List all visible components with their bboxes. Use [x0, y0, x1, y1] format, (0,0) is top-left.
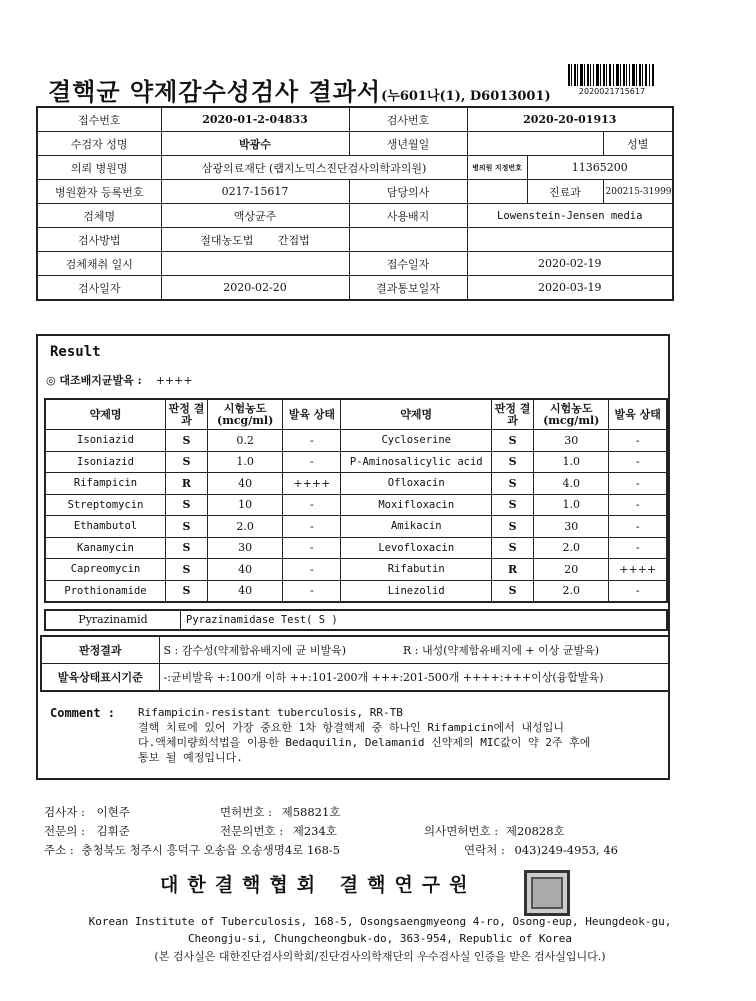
concentration: 1.0 [534, 451, 609, 473]
dob-label: 생년월일 [349, 132, 467, 156]
judgement: S [166, 494, 208, 516]
hospital-label: 의뢰 병원명 [37, 156, 161, 180]
concentration: 10 [207, 494, 282, 516]
doc-license-no: 제20828호 [505, 824, 565, 838]
patient-info-table [36, 106, 674, 301]
license-line [220, 804, 340, 820]
concentration: 0.2 [207, 430, 282, 452]
control-growth-value: ++++ [155, 374, 193, 387]
blank-cell [349, 228, 467, 252]
drug-name: Linezolid [341, 580, 492, 602]
pyrazinamide-row [44, 609, 668, 631]
test-no-label: 검사번호 [349, 107, 467, 132]
patient-reg: 0217-15617 [161, 180, 349, 204]
patient-name: 박광수 [161, 132, 349, 156]
drug-name: Isoniazid [45, 430, 166, 452]
tester-name: 이현주 [96, 805, 130, 819]
header-growth: 발육 상태 [283, 399, 341, 430]
receipt-no: 2020-01-2-04833 [161, 107, 349, 132]
header-growth: 발육 상태 [609, 399, 667, 430]
test-no: 2020-20-01913 [467, 107, 673, 132]
growth-status: - [609, 451, 667, 473]
specialist-line [44, 823, 130, 839]
judgement: S [492, 451, 534, 473]
header-drug: 약제명 [341, 399, 492, 430]
header-conc: 시험농도 (mcg/ml) [534, 399, 609, 430]
concentration: 40 [207, 559, 282, 581]
judgement: S [166, 430, 208, 452]
table-row [45, 580, 667, 602]
specialist-name: 김휘준 [96, 824, 130, 838]
header-judge: 판정 결과 [492, 399, 534, 430]
comment-line: 다.액체미량희석법을 이용한 Bedaquilin, Delamanid 신약제의 MIC값이 약 2주 후에 [138, 736, 591, 749]
table-row [45, 494, 667, 516]
legend-judge-r: R : 내성(약제함유배지에 + 이상 균발육) [399, 636, 669, 664]
sex-label [603, 132, 673, 156]
drug-name: Amikacin [341, 516, 492, 538]
growth-status: - [609, 537, 667, 559]
dept-label: 진료과 [527, 180, 603, 204]
address-line [44, 842, 340, 858]
concentration: 2.0 [534, 580, 609, 602]
medium-value: Lowenstein-Jensen media [467, 204, 673, 228]
specimen-value: 액상균주 [161, 204, 349, 228]
concentration: 4.0 [534, 473, 609, 495]
legend-table [40, 635, 670, 692]
dob-value [467, 132, 603, 156]
growth-status: ++++ [609, 559, 667, 581]
drug-rows [45, 430, 667, 603]
contact-line [464, 842, 618, 858]
table-row [45, 559, 667, 581]
drug-name: Prothionamide [45, 580, 166, 602]
concentration: 30 [207, 537, 282, 559]
hospital-code: 11365200 [527, 156, 673, 180]
judgement: S [166, 516, 208, 538]
judgement: S [166, 580, 208, 602]
license-no: 제58821호 [281, 805, 341, 819]
growth-status: - [283, 537, 341, 559]
drug-name: Cycloserine [341, 430, 492, 452]
concentration: 30 [534, 430, 609, 452]
comment-line: 결핵 치료에 있어 가장 중요한 1차 항결핵제 중 하나인 Rifampicin에서 내성입니 [138, 721, 564, 734]
tester-line [44, 804, 130, 820]
hospital-code-label: 병의원 지정번호 [467, 156, 527, 180]
contact-value: 043)249-4953, 46 [514, 843, 618, 857]
method-label: 검사방법 [37, 228, 161, 252]
drug-name: Capreomycin [45, 559, 166, 581]
judgement: S [492, 537, 534, 559]
doc-license-line [424, 823, 565, 839]
address-value: 충청북도 청주시 흥덕구 오송읍 오송생명4로 168-5 [81, 843, 341, 857]
receipt-no-label: 접수번호 [37, 107, 161, 132]
judgement: S [492, 430, 534, 452]
drug-name: Levofloxacin [341, 537, 492, 559]
doctor-label: 담당의사 [349, 180, 467, 204]
header-conc: 시험농도 (mcg/ml) [207, 399, 282, 430]
medium-label: 사용배지 [349, 204, 467, 228]
header-drug: 약제명 [45, 399, 166, 430]
dept-value: 200215-31999 [603, 180, 673, 204]
legend-growth-text: -:균비발육 +:100개 이하 ++:101-200개 +++:201-500개 ++++:+++이상(융합발육) [159, 664, 669, 692]
drug-name: Rifabutin [341, 559, 492, 581]
comment-label: Comment : [50, 706, 116, 720]
org-en-line-2: Cheongju-si, Chungcheongbuk-do, 363-954, Republic of Korea [187, 932, 573, 945]
header-judge: 판정 결과 [166, 399, 208, 430]
judgement: R [492, 559, 534, 581]
patient-reg-label: 병원환자 등록번호 [37, 180, 161, 204]
concentration: 20 [534, 559, 609, 581]
table-row [45, 516, 667, 538]
control-growth-label: ◎ 대조배지균발육 : [46, 374, 142, 387]
judgement: S [492, 473, 534, 495]
judgement: S [166, 451, 208, 473]
receive-date: 2020-02-19 [467, 252, 673, 276]
pza-value: Pyrazinamidase Test( S ) [186, 614, 338, 626]
doctor-value [467, 180, 527, 204]
table-row [45, 430, 667, 452]
official-seal [524, 870, 570, 916]
comment-line: Rifampicin-resistant tuberculosis, RR-TB [138, 706, 403, 719]
specimen-label: 검체명 [37, 204, 161, 228]
drug-name: Isoniazid [45, 451, 166, 473]
growth-status: - [283, 580, 341, 602]
comment-text [138, 705, 663, 765]
barcode [568, 64, 656, 86]
judgement: S [492, 580, 534, 602]
drug-name: Streptomycin [45, 494, 166, 516]
tester-label: 검사자 : [44, 805, 85, 819]
org-en-line-1: Korean Institute of Tuberculosis, 168-5, Osongsaengmyeong 4-ro, Osong-eup, Heungdeok-gu, [88, 915, 672, 928]
seal-inner [531, 877, 563, 909]
title-text: 결핵균 약제감수성검사 결과서 [48, 77, 382, 106]
growth-status: - [283, 559, 341, 581]
concentration: 30 [534, 516, 609, 538]
legend-judge-label: 판정결과 [41, 636, 159, 664]
patient-label: 수검자 성명 [37, 132, 161, 156]
growth-status: - [609, 580, 667, 602]
growth-status: - [283, 494, 341, 516]
growth-status: - [283, 430, 341, 452]
method-1: 절대농도법 [200, 233, 254, 247]
pza-label: Pyrazinamid [46, 611, 181, 629]
concentration: 2.0 [207, 516, 282, 538]
contact-label: 연락처 : [464, 843, 505, 857]
concentration: 2.0 [534, 537, 609, 559]
drug-name: Ofloxacin [341, 473, 492, 495]
drug-name: Kanamycin [45, 537, 166, 559]
barcode-number: 2020021715617 [578, 87, 646, 96]
legend-judge-s: S : 감수성(약제함유배지에 균 비발육) [159, 636, 399, 664]
certification-note: (본 검사실은 대한진단검사의학회/진단검사의학재단의 우수검사실 인증을 받은 검사실입니다.) [154, 950, 606, 963]
address-label: 주소 : [44, 843, 74, 857]
report-date-label: 결과통보일자 [349, 276, 467, 301]
drug-name: Moxifloxacin [341, 494, 492, 516]
result-title: Result [50, 344, 101, 360]
legend-growth-label: 발육상태표시기준 [41, 664, 159, 692]
license-label: 면허번호 : [220, 805, 272, 819]
table-row [45, 473, 667, 495]
growth-status: ++++ [283, 473, 341, 495]
control-growth [46, 372, 193, 388]
collect-label: 검체채취 일시 [37, 252, 161, 276]
drug-name: P-Aminosalicylic acid [341, 451, 492, 473]
spec-license-no: 제234호 [292, 824, 337, 838]
judgement: R [166, 473, 208, 495]
concentration: 40 [207, 580, 282, 602]
growth-status: - [609, 494, 667, 516]
growth-status: - [283, 516, 341, 538]
sex-label-text: 성별 [627, 137, 649, 151]
growth-status: - [609, 516, 667, 538]
table-row [45, 537, 667, 559]
comment-line: 통보 될 예정입니다. [138, 751, 243, 764]
concentration: 1.0 [534, 494, 609, 516]
doc-license-label: 의사면허번호 : [424, 824, 499, 838]
test-date: 2020-02-20 [161, 276, 349, 301]
organization-address-english [40, 913, 720, 947]
spec-license-line [220, 823, 337, 839]
concentration: 1.0 [207, 451, 282, 473]
collect-value [161, 252, 349, 276]
judgement: S [166, 537, 208, 559]
spec-license-label: 전문의번호 : [220, 824, 284, 838]
judgement: S [492, 494, 534, 516]
document-title [48, 72, 551, 107]
growth-status: - [609, 473, 667, 495]
drug-name: Ethambutol [45, 516, 166, 538]
specialist-label: 전문의 : [44, 824, 85, 838]
susceptibility-table [44, 398, 668, 603]
hospital-name: 삼광의료재단 (랩지노믹스진단검사의학과의원) [161, 156, 467, 180]
growth-status: - [283, 451, 341, 473]
method-2: 간접법 [277, 233, 310, 247]
report-date: 2020-03-19 [467, 276, 673, 301]
drug-name: Rifampicin [45, 473, 166, 495]
judgement: S [166, 559, 208, 581]
receive-date-label: 접수일자 [349, 252, 467, 276]
table-row [45, 451, 667, 473]
title-code: (누601나(1), D6013001) [381, 89, 551, 104]
test-date-label: 검사일자 [37, 276, 161, 301]
growth-status: - [609, 430, 667, 452]
concentration: 40 [207, 473, 282, 495]
blank-cell [467, 228, 673, 252]
judgement: S [492, 516, 534, 538]
organization-name-korean: 대한결핵협회 결핵연구원 [160, 874, 477, 896]
method-value [161, 228, 349, 252]
